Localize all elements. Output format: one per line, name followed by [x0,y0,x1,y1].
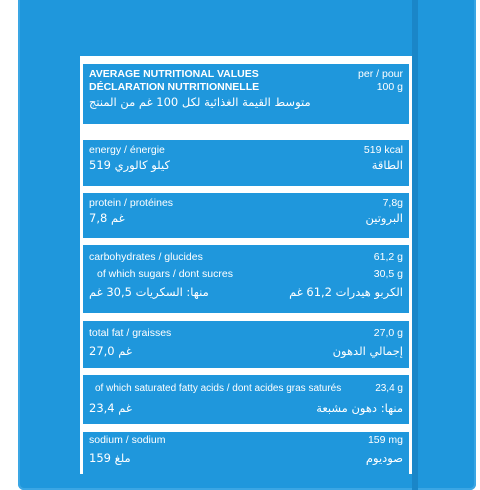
fat-value: 27,0 g [373,327,403,339]
nutrition-header [83,64,409,124]
header-per-label: per / pour [358,68,403,80]
carbs-ar: الكربو هيدرات 61,2 غم [289,285,403,299]
header-title-en: AVERAGE NUTRITIONAL VALUES [89,68,259,80]
energy-value: 519 kcal [363,144,403,156]
carbs-value: 61,2 g [373,251,403,263]
fat-ar-value: 27,0 غم [89,344,132,358]
protein-value: 7,8g [382,197,403,209]
header-title-fr: DÉCLARATION NUTRITIONNELLE [89,81,260,93]
energy-ar-label: الطاقة [371,158,403,172]
sugars-value: 30,5 g [373,268,403,280]
energy-label: energy / énergie [89,144,165,156]
saturated-ar-label: منها: دهون مشبعة [316,401,403,415]
saturated-section [83,375,409,424]
nutrition-panel [80,56,412,474]
sugars-ar: منها: السكريات 30,5 غم [89,285,209,299]
protein-ar-value: 7,8 غم [89,211,125,225]
sodium-ar-label: صوديوم [365,451,403,465]
carbs-label: carbohydrates / glucides [89,251,203,263]
energy-section [83,140,409,186]
fat-ar-label: إجمالي الدهون [332,344,403,358]
carbohydrates-section [83,245,409,313]
protein-section [83,193,409,238]
header-per-value: 100 g [376,81,403,93]
sodium-ar-value: 159 ملغ [89,451,131,465]
fat-section [83,321,409,368]
protein-label: protein / protéines [89,197,174,209]
sodium-section [83,432,409,474]
saturated-ar-value: 23,4 غم [89,401,132,415]
saturated-value: 23,4 g [375,383,403,394]
header-title-ar: متوسط القيمة الغذائية لكل 100 غم من المنتج [89,95,311,109]
energy-ar-value: 519 كيلو كالوري [89,158,170,172]
sodium-value: 159 mg [367,434,403,446]
sodium-label: sodium / sodium [89,434,166,446]
saturated-label: of which saturated fatty acids / dont acides gras saturés [95,383,342,394]
fat-label: total fat / graisses [89,327,172,339]
sugars-label: of which sugars / dont sucres [97,268,233,280]
protein-ar-label: البروتين [365,211,403,225]
package-edge [412,0,418,490]
